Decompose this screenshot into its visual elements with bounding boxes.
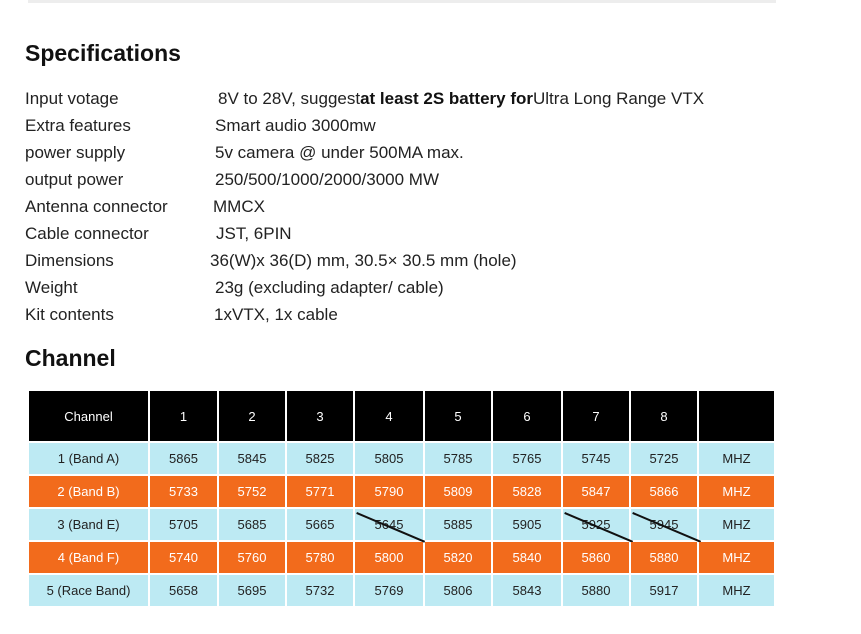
unit-cell: MHZ xyxy=(698,508,775,541)
frequency-cell: 5665 xyxy=(286,508,354,541)
table-header-row xyxy=(28,390,775,442)
frequency-cell: 5733 xyxy=(149,475,218,508)
frequency-cell: 5645 xyxy=(354,508,424,541)
spec-row-weight xyxy=(25,275,825,301)
channel-frequency-table xyxy=(27,389,776,608)
header-channel-4: 4 xyxy=(354,390,424,442)
frequency-cell: 5806 xyxy=(424,574,492,607)
header-unit xyxy=(698,390,775,442)
spec-value: 8V to 28V, suggestat least 2S battery forUltra Long Range VTX xyxy=(218,89,705,108)
spec-value: MMCX xyxy=(213,197,265,216)
unit-cell: MHZ xyxy=(698,574,775,607)
frequency-cell: 5732 xyxy=(286,574,354,607)
frequency-cell: 5845 xyxy=(218,442,286,475)
spec-row-power-supply xyxy=(25,140,825,166)
table-row xyxy=(28,541,775,574)
table-row xyxy=(28,442,775,475)
frequency-cell: 5905 xyxy=(492,508,562,541)
header-channel: Channel xyxy=(28,390,149,442)
spec-value: 1xVTX, 1x cable xyxy=(214,305,338,324)
spec-value: 36(W)x 36(D) mm, 30.5× 30.5 mm (hole) xyxy=(210,251,517,270)
spec-row-antenna-connector xyxy=(25,194,825,220)
frequency-cell: 5885 xyxy=(424,508,492,541)
header-channel-5: 5 xyxy=(424,390,492,442)
frequency-cell: 5790 xyxy=(354,475,424,508)
spec-label: Kit contents xyxy=(25,305,114,324)
spec-row-cable-connector xyxy=(25,221,825,247)
frequency-cell: 5740 xyxy=(149,541,218,574)
spec-row-dimensions xyxy=(25,248,825,274)
header-channel-6: 6 xyxy=(492,390,562,442)
header-channel-2: 2 xyxy=(218,390,286,442)
frequency-cell: 5771 xyxy=(286,475,354,508)
unit-cell: MHZ xyxy=(698,442,775,475)
band-label-cell: 4 (Band F) xyxy=(28,541,149,574)
spec-row-input-voltage xyxy=(25,86,825,112)
frequency-cell: 5785 xyxy=(424,442,492,475)
table-row xyxy=(28,475,775,508)
spec-label: power supply xyxy=(25,143,126,162)
frequency-cell: 5745 xyxy=(562,442,630,475)
spec-row-extra-features xyxy=(25,113,825,139)
band-label-cell: 1 (Band A) xyxy=(28,442,149,475)
frequency-cell: 5865 xyxy=(149,442,218,475)
spec-value: 23g (excluding adapter/ cable) xyxy=(215,278,444,297)
spec-value: JST, 6PIN xyxy=(216,224,292,243)
header-channel-8: 8 xyxy=(630,390,698,442)
frequency-cell: 5725 xyxy=(630,442,698,475)
spec-row-output-power xyxy=(25,167,825,193)
frequency-cell: 5828 xyxy=(492,475,562,508)
frequency-cell: 5917 xyxy=(630,574,698,607)
frequency-cell: 5945 xyxy=(630,508,698,541)
frequency-cell: 5820 xyxy=(424,541,492,574)
unit-cell: MHZ xyxy=(698,475,775,508)
frequency-cell: 5825 xyxy=(286,442,354,475)
header-channel-7: 7 xyxy=(562,390,630,442)
frequency-cell: 5880 xyxy=(630,541,698,574)
frequency-cell: 5658 xyxy=(149,574,218,607)
spec-value: 250/500/1000/2000/3000 MW xyxy=(215,170,440,189)
specifications-heading: Specifications xyxy=(25,40,181,66)
spec-label: Extra features xyxy=(25,116,131,135)
frequency-cell: 5880 xyxy=(562,574,630,607)
spec-label: Weight xyxy=(25,278,78,297)
header-channel-3: 3 xyxy=(286,390,354,442)
channel-frequency-table-image xyxy=(27,389,774,610)
frequency-cell: 5800 xyxy=(354,541,424,574)
band-label-cell: 3 (Band E) xyxy=(28,508,149,541)
frequency-cell: 5780 xyxy=(286,541,354,574)
spec-label: output power xyxy=(25,170,124,189)
frequency-cell: 5760 xyxy=(218,541,286,574)
frequency-cell: 5765 xyxy=(492,442,562,475)
frequency-cell: 5925 xyxy=(562,508,630,541)
spec-label: Input votage xyxy=(25,89,119,108)
spec-row-kit-contents xyxy=(25,302,825,328)
frequency-cell: 5843 xyxy=(492,574,562,607)
spec-label: Dimensions xyxy=(25,251,114,270)
spec-label: Antenna connector xyxy=(25,197,168,216)
table-row xyxy=(28,508,775,541)
frequency-cell: 5752 xyxy=(218,475,286,508)
header-channel-1: 1 xyxy=(149,390,218,442)
frequency-cell: 5685 xyxy=(218,508,286,541)
channel-heading: Channel xyxy=(25,345,116,371)
frequency-cell: 5809 xyxy=(424,475,492,508)
spec-label: Cable connector xyxy=(25,224,149,243)
frequency-cell: 5840 xyxy=(492,541,562,574)
frequency-cell: 5769 xyxy=(354,574,424,607)
spec-value: Smart audio 3000mw xyxy=(215,116,376,135)
frequency-cell: 5866 xyxy=(630,475,698,508)
frequency-cell: 5847 xyxy=(562,475,630,508)
band-label-cell: 2 (Band B) xyxy=(28,475,149,508)
band-label-cell: 5 (Race Band) xyxy=(28,574,149,607)
frequency-cell: 5705 xyxy=(149,508,218,541)
frequency-cell: 5860 xyxy=(562,541,630,574)
frequency-cell: 5805 xyxy=(354,442,424,475)
unit-cell: MHZ xyxy=(698,541,775,574)
frequency-cell: 5695 xyxy=(218,574,286,607)
spec-value: 5v camera @ under 500MA max. xyxy=(215,143,464,162)
top-divider xyxy=(28,0,776,3)
table-row xyxy=(28,574,775,607)
